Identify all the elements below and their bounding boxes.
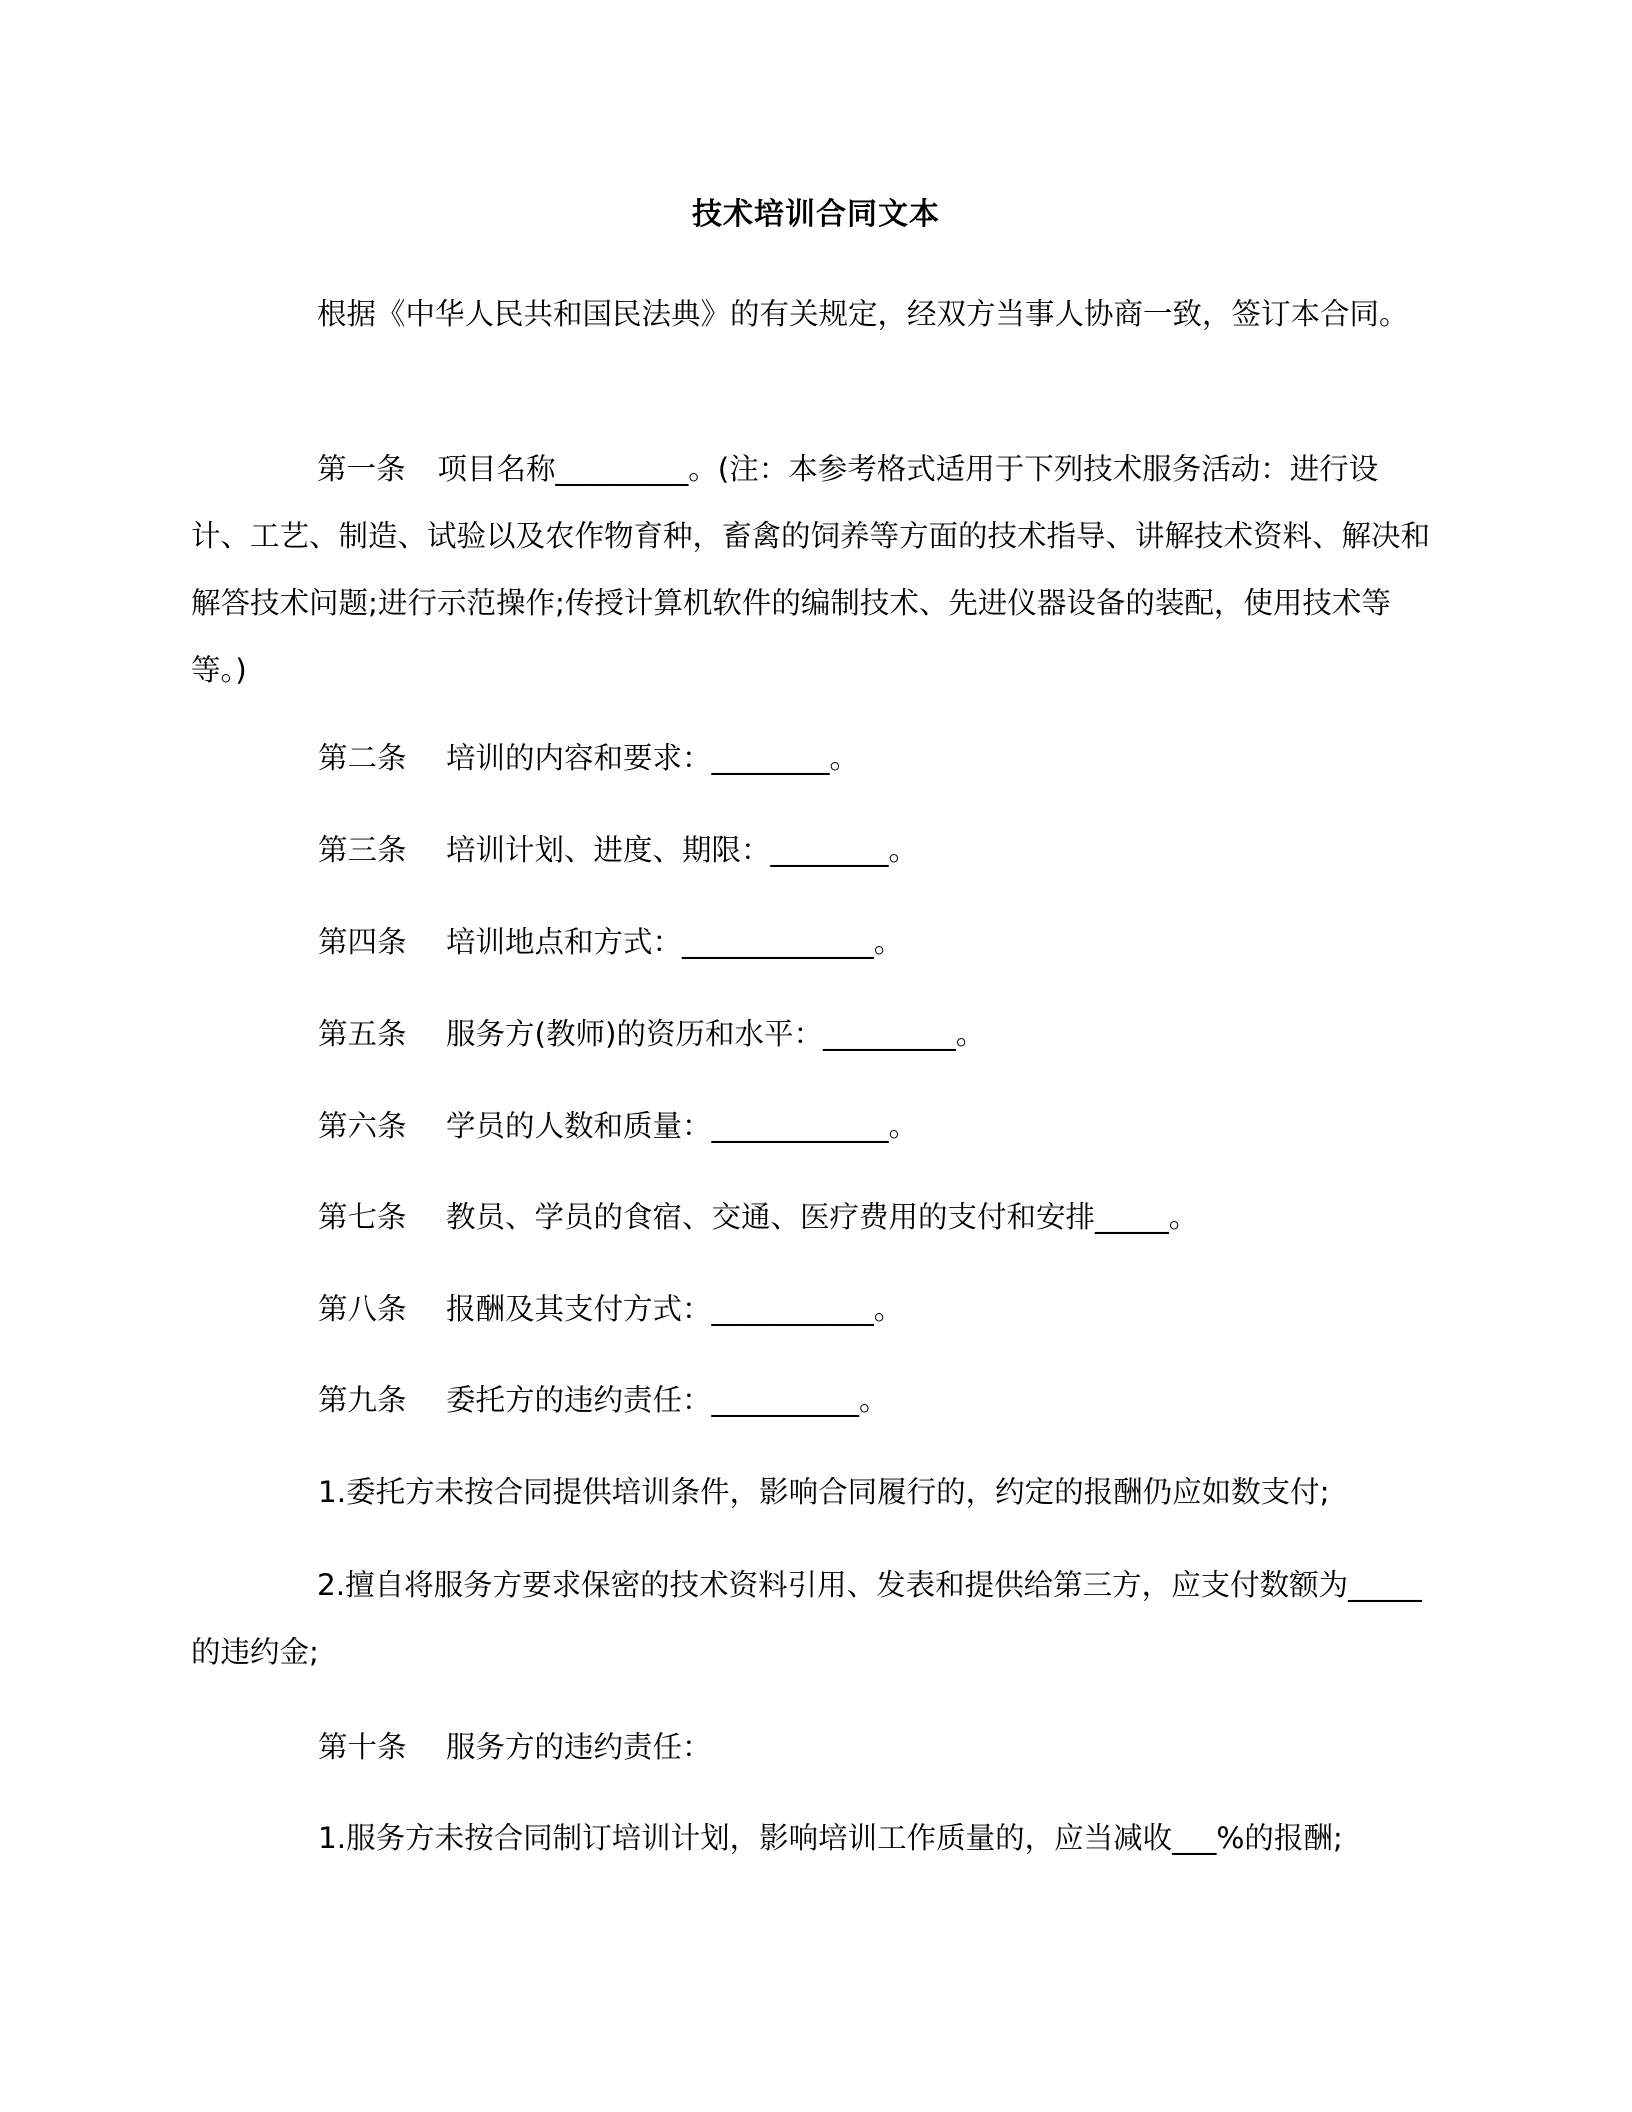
article-4 [318, 922, 903, 962]
article-1-paragraph [191, 436, 1431, 704]
article-5 [318, 1014, 985, 1054]
article-3-number: 第三条 [318, 833, 407, 867]
article-3-text: 培训计划、进度、期限：________。 [446, 833, 919, 867]
article-2-text: 培训的内容和要求：________。 [446, 741, 860, 775]
article-10-text: 服务方的违约责任： [446, 1730, 712, 1764]
article-9 [318, 1380, 889, 1420]
article-5-number: 第五条 [318, 1017, 407, 1051]
article-6 [318, 1106, 918, 1146]
document-title: 技术培训合同文本 [692, 197, 940, 232]
clause-10-1: 1.服务方未按合同制订培训计划，影响培训工作质量的，应当减收___%的报酬; [318, 1821, 1343, 1855]
article-7 [318, 1197, 1198, 1237]
article-4-number: 第四条 [318, 925, 407, 959]
article-6-number: 第六条 [318, 1109, 407, 1143]
article-9-number: 第九条 [318, 1383, 407, 1417]
article-5-text: 服务方(教师)的资历和水平：_________。 [446, 1017, 986, 1051]
article-1-text: 项目名称_________。(注：本参考格式适用于下列技术服务活动：进行设计、工艺、制造、试验以及农作物育种，畜禽的饲养等方面的技术指导、讲解技术资料、解决和解答技术问题;进行示范操作;传授计算机软件的编制技术、先进仪器设备的装配，使用技术等等。) [191, 452, 1431, 687]
article-6-text: 学员的人数和质量：____________。 [446, 1109, 919, 1143]
article-10-number: 第十条 [318, 1730, 407, 1764]
article-7-number: 第七条 [318, 1200, 407, 1234]
article-7-text: 教员、学员的食宿、交通、医疗费用的支付和安排_____。 [446, 1200, 1199, 1234]
intro-paragraph: 根据《中华人民共和国民法典》的有关规定，经双方当事人协商一致，签订本合同。 [317, 297, 1409, 331]
article-2 [318, 738, 859, 778]
article-8-number: 第八条 [318, 1292, 407, 1326]
article-3 [318, 830, 918, 870]
article-10 [318, 1727, 712, 1767]
article-8-text: 报酬及其支付方式：___________。 [446, 1292, 904, 1326]
article-1-number: 第一条 [317, 452, 406, 486]
clause-9-1: 1.委托方未按合同提供培训条件，影响合同履行的，约定的报酬仍应如数支付; [318, 1475, 1330, 1509]
clause-9-2: 2.擅自将服务方要求保密的技术资料引用、发表和提供给第三方，应支付数额为_____的违约金; [191, 1568, 1422, 1669]
article-8 [318, 1289, 903, 1329]
article-4-text: 培训地点和方式：_____________。 [446, 925, 904, 959]
article-9-text: 委托方的违约责任：__________。 [446, 1383, 889, 1417]
article-2-number: 第二条 [318, 741, 407, 775]
